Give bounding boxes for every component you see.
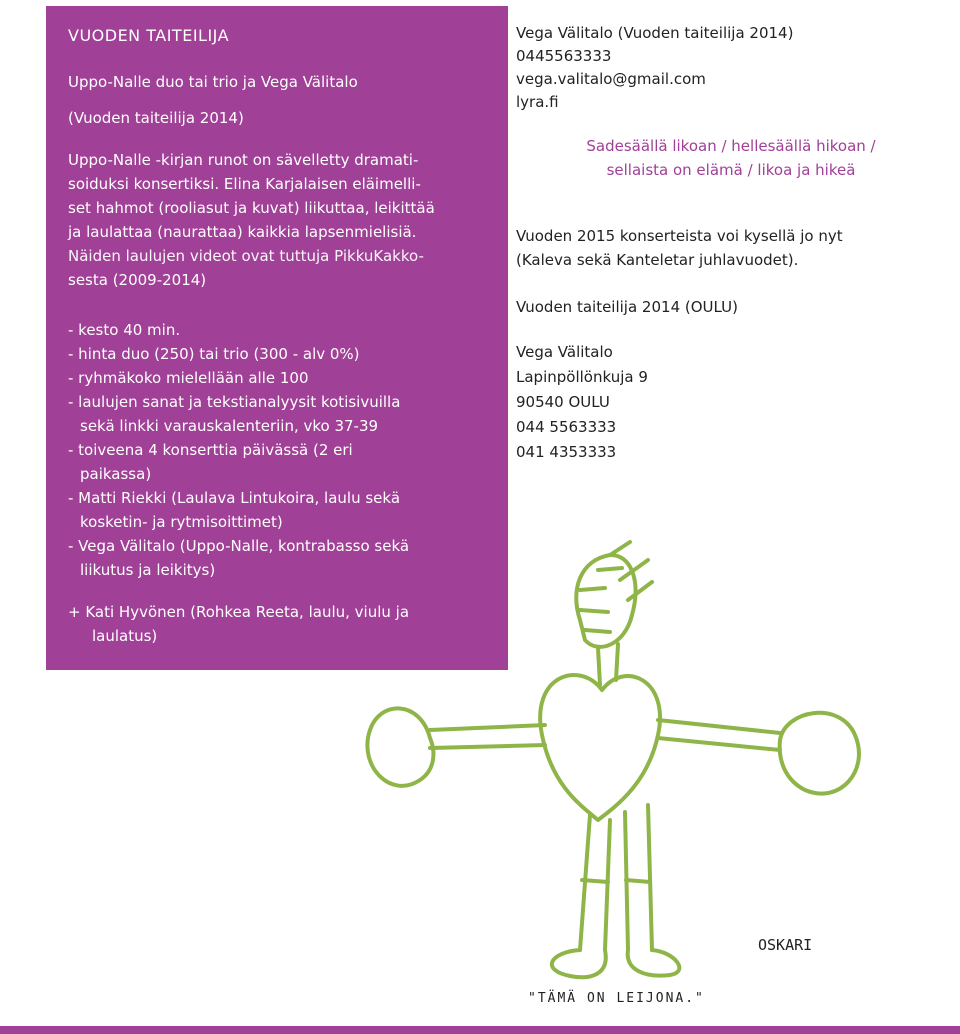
- drawing-right-leg: [625, 805, 652, 950]
- list-item: + Kati Hyvönen (Rohkea Reeta, laulu, viulu ja: [68, 603, 410, 621]
- drawing-left-foot: [552, 950, 606, 977]
- intro-line: soiduksi konsertiksi. Elina Karjalaisen eläimelli-: [68, 175, 421, 193]
- list-item: - laulujen sanat ja tekstianalyysit kotisivuilla: [68, 393, 401, 411]
- panel-subtitle: Uppo-Nalle duo tai trio ja Vega Välitalo: [68, 73, 358, 91]
- list-item: - Matti Riekki (Laulava Lintukoira, laulu sekä: [68, 489, 401, 507]
- drawing-right-hand: [780, 713, 859, 794]
- panel-heading: VUODEN TAITEILIJA: [68, 26, 230, 45]
- list-item: kosketin- ja rytmisoittimet): [80, 513, 283, 531]
- contact-email: vega.valitalo@gmail.com: [516, 70, 706, 88]
- address-line: 041 4353333: [516, 443, 617, 461]
- artist-line: Vuoden taiteilija 2014 (OULU): [516, 298, 738, 316]
- quote-line: Sadesäällä likoan / hellesäällä hikoan /: [586, 137, 876, 155]
- concerts-line: (Kaleva sekä Kanteletar juhlavuodet).: [516, 251, 799, 269]
- intro-line: Uppo-Nalle -kirjan runot on sävelletty dramati-: [68, 151, 419, 169]
- list-item: - ryhmäkoko mielellään alle 100: [68, 369, 309, 387]
- list-item: - toiveena 4 konserttia päivässä (2 eri: [68, 441, 353, 459]
- drawing-body: [540, 675, 660, 820]
- concerts-line: Vuoden 2015 konserteista voi kysellä jo nyt: [516, 227, 843, 245]
- address-line: Vega Välitalo: [516, 343, 613, 361]
- intro-line: Näiden laulujen videot ovat tuttuja PikkuKakko-: [68, 247, 424, 265]
- list-item: - Vega Välitalo (Uppo-Nalle, kontrabasso sekä: [68, 537, 410, 555]
- drawing-signature: OSKARI: [758, 936, 813, 954]
- lion-drawing: [280, 520, 960, 1020]
- list-item: - kesto 40 min.: [68, 321, 181, 339]
- list-item: liikutus ja leikitys): [80, 561, 216, 579]
- drawing-left-arm: [430, 725, 545, 748]
- quote-line: sellaista on elämä / likoa ja hikeä: [606, 161, 856, 179]
- drawing-caption: "TÄMÄ ON LEIJONA.": [528, 991, 705, 1006]
- address-line: 90540 OULU: [516, 393, 610, 411]
- concerts-note: [516, 224, 946, 272]
- contact-phone: 0445563333: [516, 47, 612, 65]
- list-item: - hinta duo (250) tai trio (300 - alv 0%): [68, 345, 360, 363]
- drawing-right-foot: [628, 950, 680, 976]
- song-quote: [516, 134, 946, 182]
- contact-site: lyra.fi: [516, 93, 559, 111]
- intro-line: ja laulattaa (naurattaa) kaikkia lapsenmielisiä.: [68, 223, 417, 241]
- list-item: paikassa): [80, 465, 152, 483]
- bottom-accent-bar: [0, 1026, 960, 1034]
- drawing-left-hand: [367, 708, 433, 785]
- address-line: Lapinpöllönkuja 9: [516, 368, 648, 386]
- contact-name: Vega Välitalo (Vuoden taiteilija 2014): [516, 24, 794, 42]
- drawing-knees: [582, 880, 650, 882]
- address-line: 044 5563333: [516, 418, 617, 436]
- intro-line: sesta (2009-2014): [68, 271, 207, 289]
- list-item: sekä linkki varauskalenteriin, vko 37-39: [80, 417, 379, 435]
- contact-column: [516, 22, 946, 465]
- intro-line: set hahmot (rooliasut ja kuvat) liikuttaa, leikittää: [68, 199, 435, 217]
- panel-intro: [68, 148, 488, 292]
- panel-subtitle-year: (Vuoden taiteilija 2014): [68, 109, 244, 127]
- list-item: laulatus): [92, 627, 158, 645]
- contact-block: [516, 22, 946, 114]
- drawing-right-arm: [658, 720, 780, 750]
- address-block: [516, 340, 946, 465]
